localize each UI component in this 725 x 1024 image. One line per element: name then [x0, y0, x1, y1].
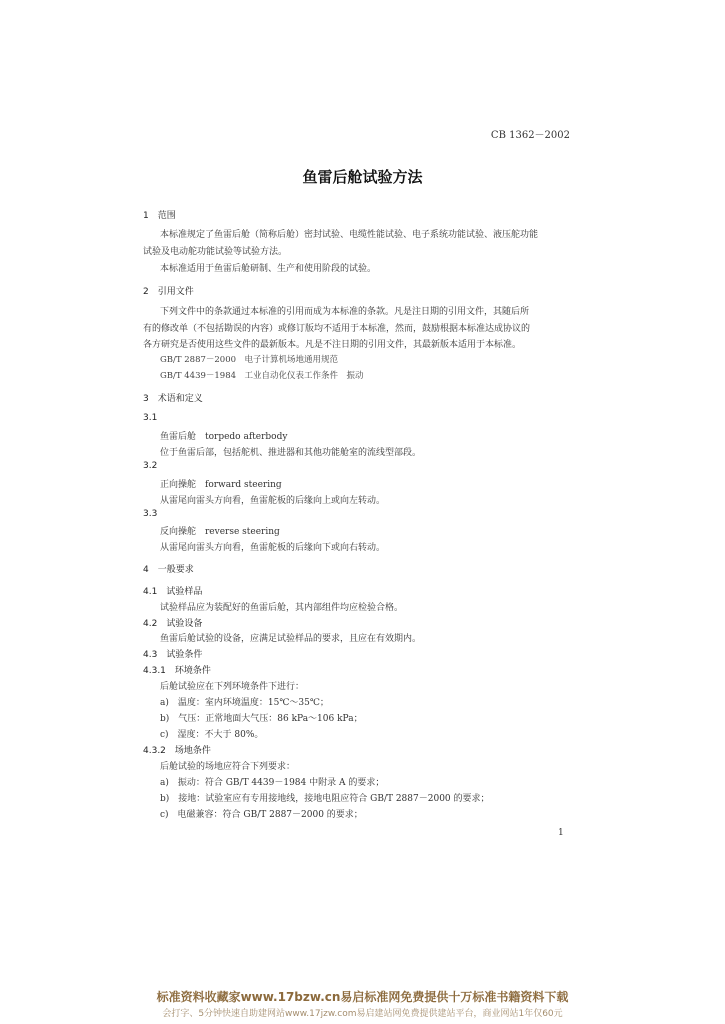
section-2-paragraph-cont: 各方研究是否使用这些文件的最新版本。凡是不注日期的引用文件，其最新版本适用于本标准。 — [143, 340, 522, 350]
section-2-paragraph-cont: 有的修改单（不包括勘误的内容）或修订版均不适用于本标准，然而，鼓励根据本标准达成协议的 — [143, 324, 531, 334]
term: 正向操舵 forward steering — [160, 480, 282, 490]
clause-number: 3.3 — [143, 509, 158, 519]
list-item: c) 电磁兼容：符合 GB/T 2887－2000 的要求； — [160, 810, 363, 820]
clause-number: 4.3.2 — [143, 746, 166, 756]
watermark-banner: 标准资料收藏家www.17bzw.cn易启标准网免费提供十万标准书籍资料下载 — [156, 990, 569, 1004]
normative-reference: GB/T 2887－2000 电子计算机场地通用规范 — [160, 355, 339, 365]
clause-4-3-heading — [143, 647, 202, 660]
section-4-heading — [143, 562, 194, 575]
clause-text: 后舱试验的场地应符合下列要求： — [160, 762, 296, 772]
clause-number: 4.1 — [143, 587, 158, 597]
term: 反向操舵 reverse steering — [160, 527, 280, 537]
section-number: 1 — [143, 211, 149, 221]
section-number: 4 — [143, 565, 149, 575]
clause-4-2-heading — [143, 616, 202, 629]
clause-text: 试验样品应为装配好的鱼雷后舱，其内部组件均应检验合格。 — [160, 603, 404, 613]
clause-text: 鱼雷后舱试验的设备，应满足试验样品的要求，且应在有效期内。 — [160, 634, 422, 644]
page-number: 1 — [558, 828, 564, 838]
list-item: c) 湿度：不大于 80%。 — [160, 730, 264, 740]
term-definition: 从雷尾向雷头方向看，鱼雷舵板的后缘向下或向右转动。 — [160, 543, 386, 553]
clause-number: 4.2 — [143, 619, 158, 629]
clause-number: 4.3.1 — [143, 666, 166, 676]
clause-number: 4.3 — [143, 650, 158, 660]
section-1-paragraph: 本标准规定了鱼雷后舱（简称后舱）密封试验、电缆性能试验、电子系统功能试验、液压舵功能 — [160, 230, 539, 240]
section-2-heading — [143, 284, 194, 297]
section-1-paragraph-cont: 试验及电动舵功能试验等试验方法。 — [143, 247, 288, 257]
section-title: 一般要求 — [157, 565, 194, 575]
section-title: 范围 — [157, 211, 176, 221]
section-title: 引用文件 — [157, 287, 194, 297]
section-1-heading — [143, 208, 176, 221]
list-item: b) 接地：试验室应有专用接地线，接地电阻应符合 GB/T 2887－2000 的要求； — [160, 794, 490, 804]
term-definition: 位于鱼雷后部，包括舵机、推进器和其他功能舱室的流线型部段。 — [160, 448, 422, 458]
section-3-heading — [143, 391, 203, 404]
clause-title: 试验条件 — [166, 650, 203, 660]
standard-number: CB 1362－2002 — [490, 130, 570, 141]
clause-text: 后舱试验应在下列环境条件下进行： — [160, 682, 305, 692]
clause-title: 场地条件 — [174, 746, 211, 756]
section-number: 2 — [143, 287, 149, 297]
list-item: b) 气压：正常地面大气压：86 kPa～106 kPa； — [160, 714, 363, 724]
list-item: a) 振动：符合 GB/T 4439－1984 中附录 A 的要求； — [160, 778, 385, 788]
clause-title: 环境条件 — [174, 666, 211, 676]
clause-title: 试验样品 — [166, 587, 203, 597]
document-title: 鱼雷后舱试验方法 — [302, 168, 423, 186]
clause-title: 试验设备 — [166, 619, 203, 629]
clause-4-3-1-heading — [143, 663, 211, 676]
term-definition: 从雷尾向雷头方向看，鱼雷舵板的后缘向上或向左转动。 — [160, 496, 386, 506]
clause-number: 3.1 — [143, 413, 158, 423]
clause-4-3-2-heading — [143, 743, 211, 756]
clause-4-1-heading — [143, 584, 202, 597]
section-1-scope: 本标准适用于鱼雷后舱研制、生产和使用阶段的试验。 — [160, 264, 377, 274]
section-number: 3 — [143, 394, 149, 404]
normative-reference: GB/T 4439－1984 工业自动化仪表工作条件 振动 — [160, 371, 364, 381]
term: 鱼雷后舱 torpedo afterbody — [160, 432, 288, 442]
clause-number: 3.2 — [143, 461, 158, 471]
list-item: a) 温度：室内环境温度：15℃～35℃； — [160, 698, 329, 708]
section-2-paragraph: 下列文件中的条款通过本标准的引用而成为本标准的条款。凡是注日期的引用文件，其随后所 — [160, 307, 530, 317]
watermark-subline: 会打字、5分钟快速自助建网站www.17jzw.com易启建站网免费提供建站平台，商业网站1年仅60元 — [162, 1009, 563, 1019]
section-title: 术语和定义 — [157, 394, 203, 404]
